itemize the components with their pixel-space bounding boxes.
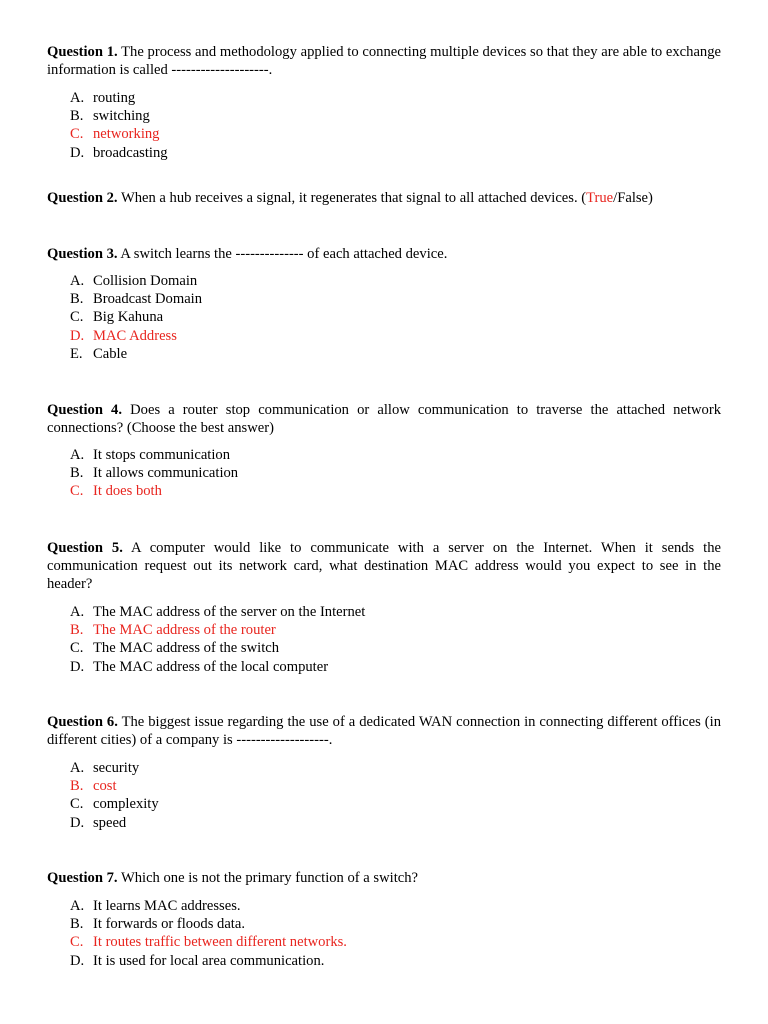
question-text: Which one is not the primary function of a switch? [120,870,419,886]
option-b: B. It forwards or floods data. [70,916,245,933]
question-text: The process and methodology applied to connecting multiple devices so that they are able to exchange information is called --------------------. [47,44,722,78]
option-a: A. security [70,760,140,776]
option-b: B. switching [70,108,150,125]
option-a: A. Collision Domain [70,273,198,289]
question-stem [47,869,721,887]
option-a: A. The MAC address of the server on the Internet [70,604,366,620]
question-6 [47,713,721,832]
question-2 [47,189,721,207]
question-stem [47,539,721,593]
question-number: Question 1. [47,44,118,60]
option-d: D. The MAC address of the local computer [70,658,329,675]
question-4 [47,401,721,501]
question-number: Question 6. [47,714,118,730]
question-stem [47,189,721,207]
option-c-correct: C. It does both [70,483,162,500]
option-c-correct: C. It routes traffic between different networks. [70,934,347,951]
answer-false: /False) [613,190,653,206]
question-stem [47,713,721,749]
option-e: E. Cable [70,345,128,362]
question-3 [47,245,721,363]
question-text: A computer would like to communicate with a server on the Internet. When it sends the communication request out its network card, what destination MAC address would you expect to see in the header? [47,540,722,592]
question-number: Question 4. [47,402,123,418]
option-b: B. It allows communication [70,465,239,482]
question-text: Does a router stop communication or allow communication to traverse the attached network connections? (Choose the best answer) [47,402,721,436]
option-c: C. The MAC address of the switch [70,640,280,657]
option-c: C. complexity [70,796,159,813]
question-number: Question 5. [47,540,123,556]
option-a: A. It learns MAC addresses. [70,898,241,914]
question-number: Question 7. [47,870,118,886]
question-text: The biggest issue regarding the use of a dedicated WAN connection in connecting different offices (in different cities) of a company is -------------------. [47,714,721,748]
answer-options [47,603,721,676]
option-c: C. Big Kahuna [70,309,164,326]
question-5 [47,539,721,676]
option-a: A. routing [70,90,136,106]
option-a: A. It stops communication [70,447,231,463]
question-text: When a hub receives a signal, it regenerates that signal to all attached devices. ( [120,190,587,206]
answer-true: True [586,190,614,206]
option-b: B. Broadcast Domain [70,291,203,308]
option-b-correct: B. The MAC address of the router [70,622,276,639]
answer-options [47,759,721,832]
question-number: Question 3. [47,246,118,262]
question-stem [47,43,721,79]
question-7 [47,869,721,970]
question-text: A switch learns the -------------- of each attached device. [120,246,448,262]
option-d-correct: D. MAC Address [70,327,177,344]
answer-options [47,897,721,970]
question-1 [47,43,721,162]
answer-options [47,89,721,162]
answer-options [47,272,721,363]
option-d: D. broadcasting [70,144,168,161]
question-stem [47,245,721,263]
question-stem [47,401,721,437]
answer-options [47,446,721,501]
question-number: Question 2. [47,190,118,206]
option-d: D. It is used for local area communication. [70,952,325,969]
option-d: D. speed [70,814,127,831]
option-c-correct: C. networking [70,126,160,143]
option-b-correct: B. cost [70,778,117,795]
